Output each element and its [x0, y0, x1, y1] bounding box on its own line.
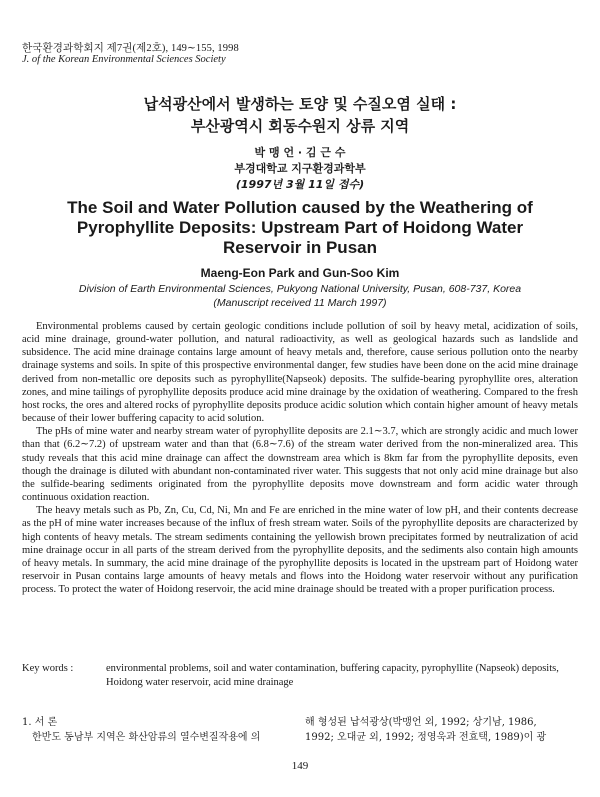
affiliation-kr: 부경대학교 지구환경과학부 [234, 162, 366, 175]
title-en-line-3: Reservoir in Pusan [222, 238, 377, 257]
abstract-paragraph-2: The pHs of mine water and nearby stream water of pyrophyllite deposits are 2.1∼3.7, which are strongly acidic and much lower than that (6.2∼7.2) of upstream water and than that (6.8∼7.6) of the stream water derived from the non-mineralized area. This study reveals that this acid mine drainage can affect the downstream area which is 8km far from the pyrophyllite deposits, even though the drainage is diluted with abundant non-contaminated river water. This suggests that not only acid mine drainage but also the sulfide-bearing sediments originated from the pyrophyllite deposits move downstream and form acidic water through continuous oxidation reaction. [22, 426, 578, 504]
received-date-en: (Manuscript received 11 March 1997) [213, 297, 387, 309]
authors-kr: 박 맹 언 · 김 근 수 [254, 146, 346, 159]
title-kr-line-2: 부산광역시 회동수원지 상류 지역 [190, 117, 410, 135]
abstract-paragraph-1: Environmental problems caused by certain geologic conditions include pollution of soil by heavy metal, acidization of soils, acid mine drainage, ground-water pollution, and natural radioactivity, as well as geological hazards such as landslide and subsidence. The acid mine drainage contains large amount of heavy metals and, therefore, cause serious pollution onto the nearby drainage systems and soils. In spite of this prospective environmental danger, few studies have been done on the acid mine drainage derived from non-metallic ore deposits such as pyrophyllite(Napseok) deposits. The sulfide-bearing pyrophyllite ores, alteration zones, and mine tailings of pyrophyllite deposits produce acid mine drainage by the oxidation of weathering. Compared to the fresh host rocks, the ores and altered rocks of pyrophyllite deposits produce acidic solution which contain higher amount of heavy metals because of their lower buffering capacity to acid solution. [22, 321, 578, 425]
keywords-text: environmental problems, soil and water contamination, buffering capacity, pyrophyllite (Napseok) deposits, Hoidong water reservoir, acid mine drainage [106, 663, 559, 688]
title-en-line-1: The Soil and Water Pollution caused by the Weathering of [67, 198, 533, 217]
journal-citation-kr: 한국환경과학회지 제7권(제2호), 149∼155, 1998 [22, 43, 239, 54]
abstract [22, 320, 578, 596]
title-en-line-2: Pyrophyllite Deposits: Upstream Part of Hoidong Water [76, 218, 524, 237]
title-kr-line-1: 납석광산에서 발생하는 토양 및 수질오염 실태 : [143, 95, 457, 113]
page-number: 149 [291, 760, 309, 772]
journal-name-en: J. of the Korean Environmental Sciences Society [22, 54, 226, 65]
body-text-right-line-1: 해 형성된 납석광상(박맹언 외, 1992; 상기남, 1986, [305, 717, 537, 728]
keywords-label: Key words : [22, 663, 74, 674]
body-text-right-line-2: 1992; 오대균 외, 1992; 정영욱과 전효택, 1989)이 광 [305, 732, 547, 743]
abstract-paragraph-3: The heavy metals such as Pb, Zn, Cu, Cd, Ni, Mn and Fe are enriched in the mine water of low pH, and their contents decrease as the pH of mine water increases because of the influx of fresh stream water. Soils of the pyrophyllite deposits are characterized by high contents of heavy metals. The stream sediments containing the yellowish brown precipitates formed by neutralization of acid mine drainage occur in all parts of the stream derived from the pyrophyllite deposits, and the sediments also contain high amounts of heavy metals. In summary, the acid mine drainage of the pyrophyllite deposits is located in the upstream part of Hoidong water reservoir in Pusan contains large amounts of heavy metals and flows into the Hoidong water reservoir without any purification process. To protect the water of Hoidong reservoir, the acid mine drainage should be treated with a proper purification process. [22, 505, 578, 596]
body-right-column [305, 715, 580, 745]
body-left-column [22, 715, 277, 745]
affiliation-en: Division of Earth Environmental Sciences, Pukyong National University, Pusan, 608-737, Korea [78, 283, 522, 295]
authors-en: Maeng-Eon Park and Gun-Soo Kim [200, 266, 400, 280]
received-date-kr: (1997년 3월 11일 접수) [235, 178, 365, 191]
section-heading-introduction: 1. 서 론 [22, 717, 58, 728]
body-text-left: 한반도 동남부 지역은 화산암류의 열수변질작용에 의 [32, 732, 261, 743]
